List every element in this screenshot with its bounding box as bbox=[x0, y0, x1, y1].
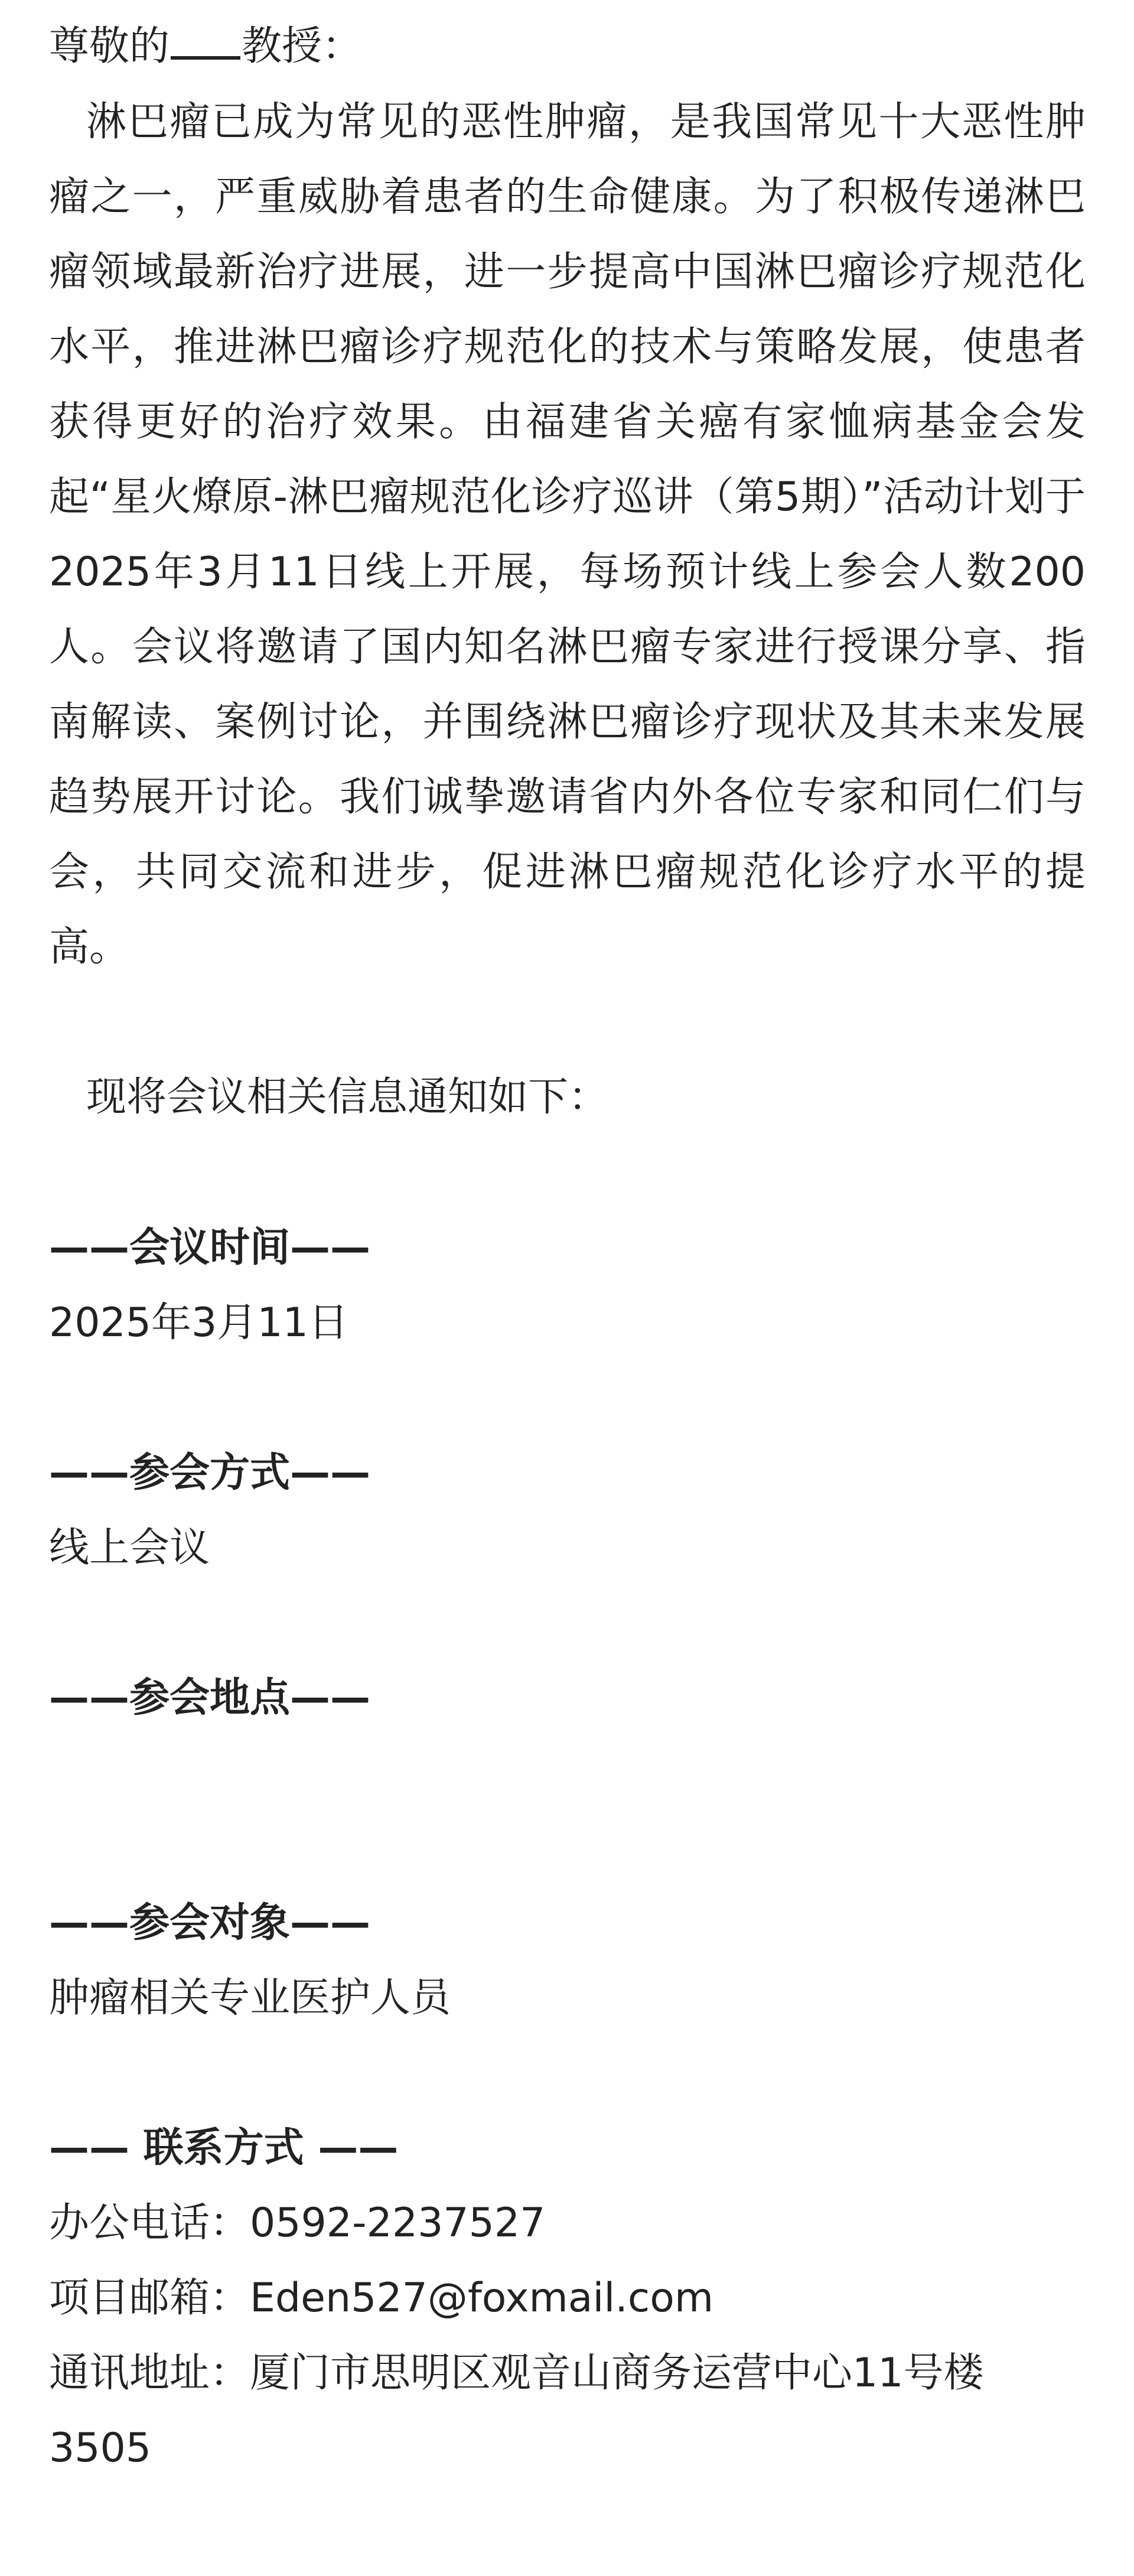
section-contact-heading: —— 联系方式 —— bbox=[49, 2125, 399, 2171]
greeting-prefix: 尊敬的 bbox=[49, 23, 170, 70]
intro-paragraph: 淋巴瘤已成为常见的恶性肿瘤，是我国常见十大恶性肿瘤之一，严重威胁着患者的生命健康。为了积极传递淋巴瘤领域最新治疗进展，进一步提高中国淋巴瘤诊疗规范化水平，推进淋巴瘤诊疗规范化的技术与策略发展，使患者获得更好的治疗效果。由福建省关癌有家恤病基金会发起“星火燎原-淋巴瘤规范化诊疗巡讲（第5期）”活动计划于2025年3月11日线上开展，每场预计线上参会人数200人。会议将邀请了国内知名淋巴瘤专家进行授课分享、指南解读、案例讨论，并围绕淋巴瘤诊疗现状及其未来发展趋势展开讨论。我们诚挚邀请省内外各位专家和同仁们与会，共同交流和进步，促进淋巴瘤规范化诊疗水平的提高。 bbox=[49, 99, 1086, 971]
section-mode-value: 线上会议 bbox=[49, 1525, 210, 1571]
contact-address-line-2: 3505 bbox=[49, 2425, 152, 2471]
section-mode-heading: ——参会方式—— bbox=[49, 1450, 371, 1496]
section-location bbox=[49, 1660, 1086, 1810]
contact-email: 项目邮箱：Eden527@foxmail.com bbox=[49, 2275, 714, 2321]
section-time-value: 2025年3月11日 bbox=[49, 1300, 348, 1346]
section-audience bbox=[49, 1885, 1086, 2036]
contact-phone: 办公电话：0592-2237527 bbox=[49, 2200, 546, 2246]
name-blank-underline bbox=[171, 21, 240, 60]
section-time bbox=[49, 1210, 1086, 1360]
spacer bbox=[49, 1810, 1086, 1885]
spacer bbox=[49, 1135, 1086, 1210]
spacer bbox=[49, 1360, 1086, 1435]
section-location-value bbox=[49, 1735, 1086, 1810]
spacer bbox=[49, 985, 1086, 1060]
section-location-heading: ——参会地点—— bbox=[49, 1675, 371, 1721]
spacer bbox=[49, 1585, 1086, 1660]
section-contact bbox=[49, 2111, 1086, 2486]
section-audience-value: 肿瘤相关专业医护人员 bbox=[49, 1975, 451, 2021]
section-time-heading: ——会议时间—— bbox=[49, 1225, 371, 1271]
invitation-letter bbox=[49, 9, 1086, 2486]
section-mode bbox=[49, 1435, 1086, 1585]
notice-line: 现将会议相关信息通知如下： bbox=[86, 1074, 609, 1121]
greeting-suffix: 教授： bbox=[242, 23, 363, 70]
greeting-line bbox=[49, 9, 1086, 84]
spacer bbox=[49, 2036, 1086, 2111]
contact-address-line-1: 通讯地址：厦门市思明区观音山商务运营中心11号楼 bbox=[49, 2350, 984, 2396]
section-audience-heading: ——参会对象—— bbox=[49, 1900, 371, 1946]
